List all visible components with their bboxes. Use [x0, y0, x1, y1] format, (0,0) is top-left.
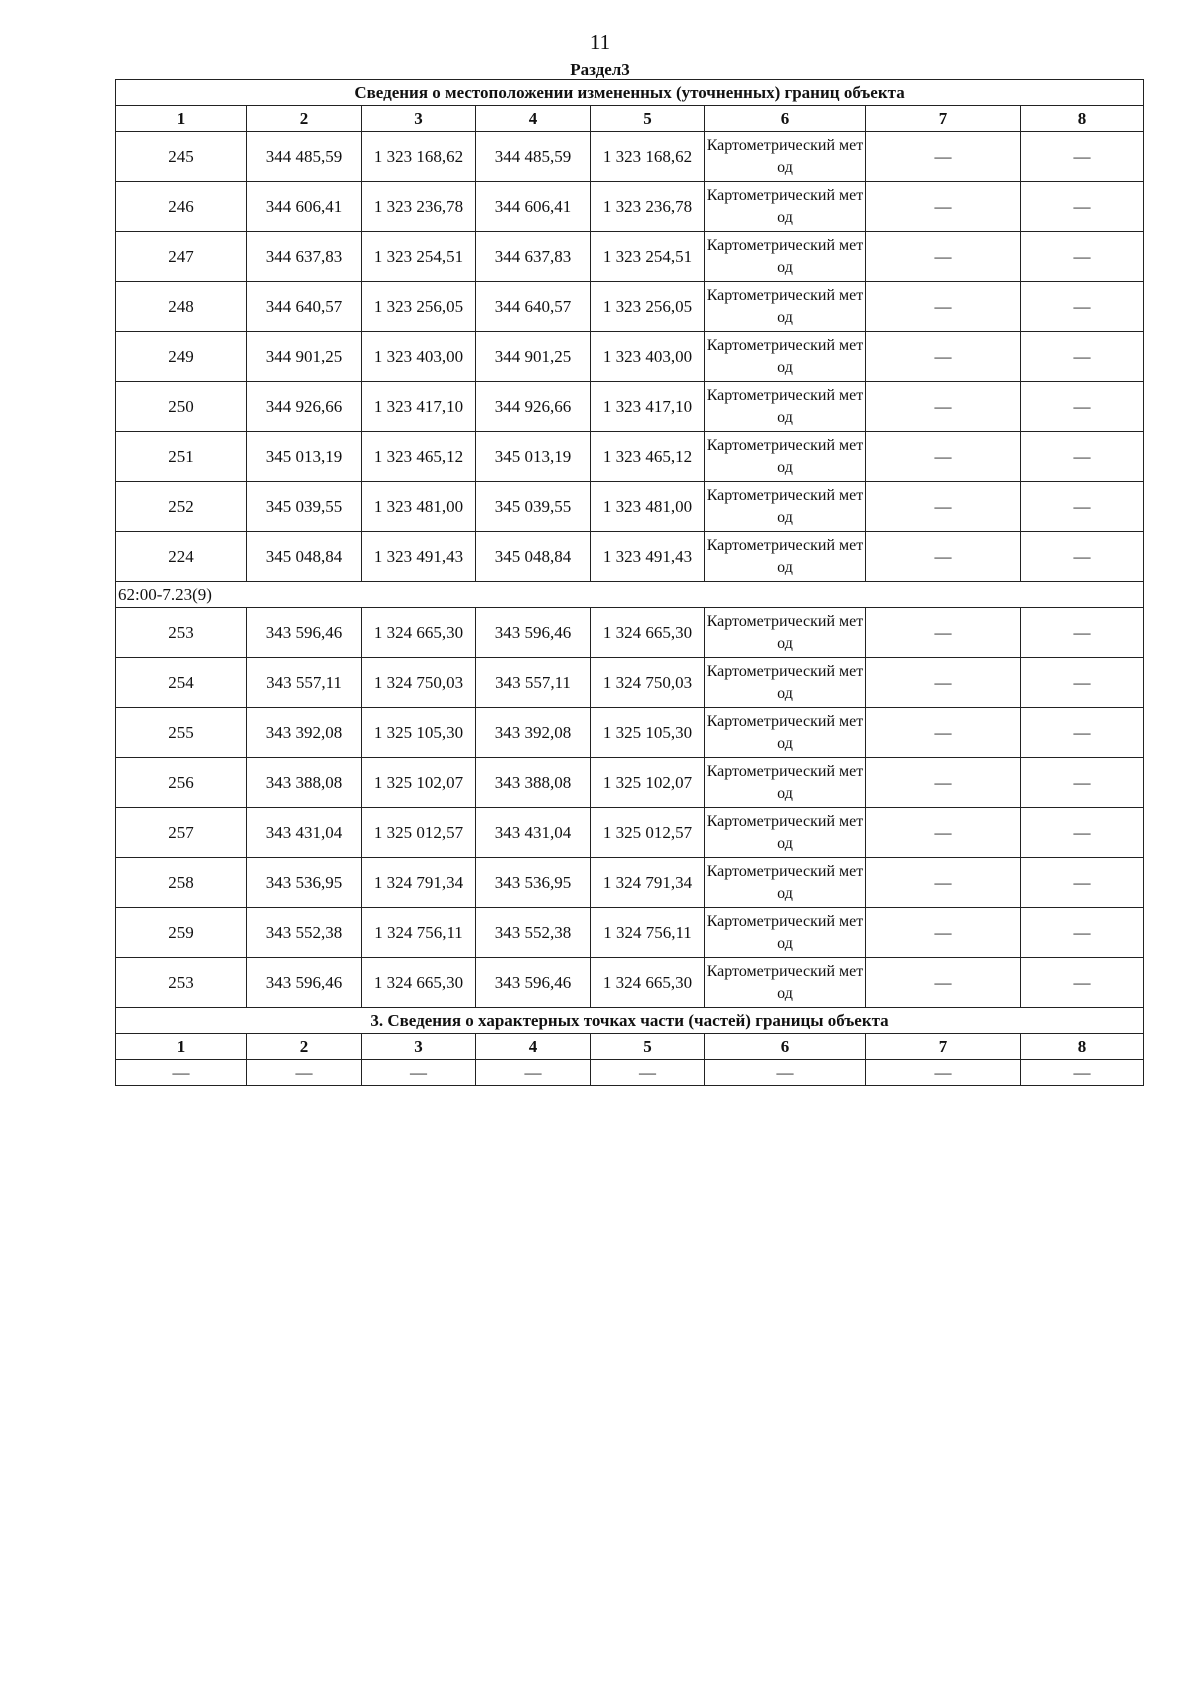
accuracy-cell: — — [866, 282, 1021, 332]
boundary-table — [115, 79, 1144, 1086]
table-row — [116, 658, 1144, 708]
point-number-cell: 252 — [116, 482, 247, 532]
point-number-cell: 258 — [116, 858, 247, 908]
point-number-cell: 246 — [116, 182, 247, 232]
marker-description-cell: — — [1021, 758, 1144, 808]
x-refined-cell: 344 606,41 — [476, 182, 591, 232]
table-row — [116, 808, 1144, 858]
method-cell: Картометрический метод — [705, 182, 866, 232]
y-refined-cell: 1 323 403,00 — [591, 332, 705, 382]
y-existing-cell: 1 325 102,07 — [362, 758, 476, 808]
section3-empty-row — [116, 1060, 1144, 1086]
section3-caption: 3. Сведения о характерных точках части (частей) границы объекта — [116, 1008, 1144, 1034]
point-number-cell: 254 — [116, 658, 247, 708]
y-refined-cell: 1 323 236,78 — [591, 182, 705, 232]
accuracy-cell: — — [866, 382, 1021, 432]
table-row — [116, 432, 1144, 482]
column-header: 8 — [1021, 106, 1144, 132]
y-existing-cell: 1 323 417,10 — [362, 382, 476, 432]
accuracy-cell: — — [866, 332, 1021, 382]
x-refined-cell: 344 640,57 — [476, 282, 591, 332]
y-existing-cell: 1 323 465,12 — [362, 432, 476, 482]
y-refined-cell: 1 323 256,05 — [591, 282, 705, 332]
table-caption: Сведения о местоположении измененных (уточненных) границ объекта — [116, 80, 1144, 106]
x-refined-cell: 343 596,46 — [476, 958, 591, 1008]
page-number: 11 — [589, 30, 611, 54]
x-refined-cell: 344 637,83 — [476, 232, 591, 282]
point-number-cell: 259 — [116, 908, 247, 958]
column-header-row — [116, 106, 1144, 132]
method-cell: Картометрический метод — [705, 608, 866, 658]
accuracy-cell: — — [866, 708, 1021, 758]
group-row — [116, 582, 1144, 608]
accuracy-cell: — — [866, 658, 1021, 708]
table-row — [116, 282, 1144, 332]
point-number-cell: 253 — [116, 608, 247, 658]
column-header: 6 — [705, 106, 866, 132]
column-header: 2 — [247, 106, 362, 132]
method-cell: Картометрический метод — [705, 908, 866, 958]
column-header: 4 — [476, 1034, 591, 1060]
y-refined-cell: 1 325 105,30 — [591, 708, 705, 758]
empty-cell: — — [116, 1060, 247, 1086]
y-existing-cell: 1 325 012,57 — [362, 808, 476, 858]
table-caption-row — [116, 80, 1144, 106]
y-existing-cell: 1 324 665,30 — [362, 958, 476, 1008]
x-refined-cell: 343 392,08 — [476, 708, 591, 758]
table-row — [116, 382, 1144, 432]
marker-description-cell: — — [1021, 808, 1144, 858]
x-existing-cell: 343 552,38 — [247, 908, 362, 958]
section3-header-row — [116, 1034, 1144, 1060]
y-existing-cell: 1 323 256,05 — [362, 282, 476, 332]
empty-cell: — — [476, 1060, 591, 1086]
x-existing-cell: 345 048,84 — [247, 532, 362, 582]
x-existing-cell: 344 901,25 — [247, 332, 362, 382]
table-row — [116, 182, 1144, 232]
table-row — [116, 908, 1144, 958]
method-cell: Картометрический метод — [705, 432, 866, 482]
y-existing-cell: 1 324 665,30 — [362, 608, 476, 658]
x-existing-cell: 343 431,04 — [247, 808, 362, 858]
point-number-cell: 245 — [116, 132, 247, 182]
method-cell: Картометрический метод — [705, 808, 866, 858]
table-row — [116, 958, 1144, 1008]
x-existing-cell: 343 536,95 — [247, 858, 362, 908]
x-existing-cell: 343 557,11 — [247, 658, 362, 708]
accuracy-cell: — — [866, 132, 1021, 182]
column-header: 7 — [866, 106, 1021, 132]
x-existing-cell: 345 039,55 — [247, 482, 362, 532]
x-existing-cell: 344 926,66 — [247, 382, 362, 432]
marker-description-cell: — — [1021, 908, 1144, 958]
column-header: 5 — [591, 106, 705, 132]
marker-description-cell: — — [1021, 282, 1144, 332]
method-cell: Картометрический метод — [705, 232, 866, 282]
y-refined-cell: 1 323 168,62 — [591, 132, 705, 182]
accuracy-cell: — — [866, 182, 1021, 232]
marker-description-cell: — — [1021, 182, 1144, 232]
empty-cell: — — [866, 1060, 1021, 1086]
method-cell: Картометрический метод — [705, 282, 866, 332]
y-refined-cell: 1 324 756,11 — [591, 908, 705, 958]
y-existing-cell: 1 323 236,78 — [362, 182, 476, 232]
x-refined-cell: 343 536,95 — [476, 858, 591, 908]
marker-description-cell: — — [1021, 482, 1144, 532]
accuracy-cell: — — [866, 908, 1021, 958]
table-row — [116, 858, 1144, 908]
point-number-cell: 249 — [116, 332, 247, 382]
y-refined-cell: 1 324 665,30 — [591, 958, 705, 1008]
y-existing-cell: 1 323 168,62 — [362, 132, 476, 182]
column-header: 4 — [476, 106, 591, 132]
column-header: 5 — [591, 1034, 705, 1060]
empty-cell: — — [591, 1060, 705, 1086]
point-number-cell: 250 — [116, 382, 247, 432]
method-cell: Картометрический метод — [705, 958, 866, 1008]
marker-description-cell: — — [1021, 858, 1144, 908]
y-existing-cell: 1 323 491,43 — [362, 532, 476, 582]
section-title: Раздел3 — [570, 60, 630, 79]
table-row — [116, 758, 1144, 808]
accuracy-cell: — — [866, 232, 1021, 282]
accuracy-cell: — — [866, 858, 1021, 908]
marker-description-cell: — — [1021, 658, 1144, 708]
column-header: 2 — [247, 1034, 362, 1060]
table-row — [116, 232, 1144, 282]
x-existing-cell: 343 596,46 — [247, 608, 362, 658]
method-cell: Картометрический метод — [705, 708, 866, 758]
accuracy-cell: — — [866, 432, 1021, 482]
section3-caption-row — [116, 1008, 1144, 1034]
empty-cell: — — [247, 1060, 362, 1086]
marker-description-cell: — — [1021, 958, 1144, 1008]
empty-cell: — — [362, 1060, 476, 1086]
x-refined-cell: 345 013,19 — [476, 432, 591, 482]
x-existing-cell: 344 637,83 — [247, 232, 362, 282]
table-row — [116, 608, 1144, 658]
marker-description-cell: — — [1021, 132, 1144, 182]
table-row — [116, 532, 1144, 582]
x-refined-cell: 343 596,46 — [476, 608, 591, 658]
point-number-cell: 257 — [116, 808, 247, 858]
y-refined-cell: 1 324 750,03 — [591, 658, 705, 708]
method-cell: Картометрический метод — [705, 758, 866, 808]
marker-description-cell: — — [1021, 432, 1144, 482]
x-refined-cell: 343 388,08 — [476, 758, 591, 808]
y-refined-cell: 1 324 665,30 — [591, 608, 705, 658]
x-refined-cell: 345 048,84 — [476, 532, 591, 582]
point-number-cell: 256 — [116, 758, 247, 808]
y-existing-cell: 1 324 756,11 — [362, 908, 476, 958]
method-cell: Картометрический метод — [705, 132, 866, 182]
method-cell: Картометрический метод — [705, 532, 866, 582]
x-refined-cell: 345 039,55 — [476, 482, 591, 532]
y-refined-cell: 1 325 012,57 — [591, 808, 705, 858]
accuracy-cell: — — [866, 758, 1021, 808]
table-row — [116, 708, 1144, 758]
column-header: 3 — [362, 1034, 476, 1060]
marker-description-cell: — — [1021, 608, 1144, 658]
y-existing-cell: 1 324 791,34 — [362, 858, 476, 908]
y-refined-cell: 1 324 791,34 — [591, 858, 705, 908]
x-existing-cell: 344 606,41 — [247, 182, 362, 232]
y-refined-cell: 1 323 465,12 — [591, 432, 705, 482]
x-refined-cell: 343 431,04 — [476, 808, 591, 858]
point-number-cell: 253 — [116, 958, 247, 1008]
method-cell: Картометрический метод — [705, 332, 866, 382]
empty-cell: — — [705, 1060, 866, 1086]
marker-description-cell: — — [1021, 708, 1144, 758]
method-cell: Картометрический метод — [705, 482, 866, 532]
column-header: 6 — [705, 1034, 866, 1060]
x-existing-cell: 344 640,57 — [247, 282, 362, 332]
marker-description-cell: — — [1021, 532, 1144, 582]
column-header: 1 — [116, 106, 247, 132]
point-number-cell: 247 — [116, 232, 247, 282]
x-refined-cell: 343 552,38 — [476, 908, 591, 958]
accuracy-cell: — — [866, 958, 1021, 1008]
x-existing-cell: 344 485,59 — [247, 132, 362, 182]
column-header: 8 — [1021, 1034, 1144, 1060]
y-refined-cell: 1 323 491,43 — [591, 532, 705, 582]
y-existing-cell: 1 325 105,30 — [362, 708, 476, 758]
accuracy-cell: — — [866, 532, 1021, 582]
y-refined-cell: 1 323 417,10 — [591, 382, 705, 432]
column-header: 7 — [866, 1034, 1021, 1060]
x-existing-cell: 343 596,46 — [247, 958, 362, 1008]
x-refined-cell: 344 926,66 — [476, 382, 591, 432]
column-header: 3 — [362, 106, 476, 132]
x-refined-cell: 344 485,59 — [476, 132, 591, 182]
y-refined-cell: 1 323 481,00 — [591, 482, 705, 532]
y-existing-cell: 1 323 403,00 — [362, 332, 476, 382]
column-header: 1 — [116, 1034, 247, 1060]
group-label: 62:00-7.23(9) — [116, 582, 1144, 608]
x-existing-cell: 343 392,08 — [247, 708, 362, 758]
point-number-cell: 224 — [116, 532, 247, 582]
table-row — [116, 482, 1144, 532]
marker-description-cell: — — [1021, 332, 1144, 382]
empty-cell: — — [1021, 1060, 1144, 1086]
x-existing-cell: 345 013,19 — [247, 432, 362, 482]
method-cell: Картометрический метод — [705, 858, 866, 908]
point-number-cell: 248 — [116, 282, 247, 332]
method-cell: Картометрический метод — [705, 382, 866, 432]
table-row — [116, 332, 1144, 382]
method-cell: Картометрический метод — [705, 658, 866, 708]
point-number-cell: 251 — [116, 432, 247, 482]
y-existing-cell: 1 323 254,51 — [362, 232, 476, 282]
marker-description-cell: — — [1021, 382, 1144, 432]
x-refined-cell: 343 557,11 — [476, 658, 591, 708]
y-existing-cell: 1 324 750,03 — [362, 658, 476, 708]
y-refined-cell: 1 323 254,51 — [591, 232, 705, 282]
accuracy-cell: — — [866, 808, 1021, 858]
y-existing-cell: 1 323 481,00 — [362, 482, 476, 532]
accuracy-cell: — — [866, 608, 1021, 658]
x-refined-cell: 344 901,25 — [476, 332, 591, 382]
x-existing-cell: 343 388,08 — [247, 758, 362, 808]
table-row — [116, 132, 1144, 182]
point-number-cell: 255 — [116, 708, 247, 758]
y-refined-cell: 1 325 102,07 — [591, 758, 705, 808]
marker-description-cell: — — [1021, 232, 1144, 282]
accuracy-cell: — — [866, 482, 1021, 532]
